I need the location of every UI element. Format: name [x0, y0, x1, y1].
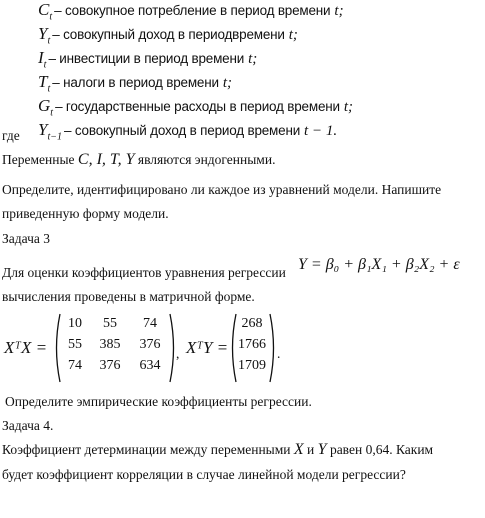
endogenous-vars: C, I, T, Y [77, 151, 135, 168]
time-var: t; [334, 3, 344, 19]
matrix-cell: 10 [68, 316, 82, 331]
task2-question-line: приведенную форму модели. [2, 206, 169, 221]
task4-text: Коэффициент детерминации между переменными [2, 442, 291, 457]
symbol: I [38, 48, 44, 67]
definition-text: – совокупное потребление в период времени [54, 3, 331, 18]
time-var: t; [343, 99, 354, 115]
time-var: t; [248, 51, 258, 67]
time-var: t; [222, 75, 232, 91]
xtx-matrix [60, 316, 170, 374]
task4-text: равен 0,64. Каким [329, 442, 434, 457]
definition-text: – налоги в период времени [52, 75, 219, 90]
endogenous-prefix: Переменные [2, 152, 75, 167]
vector-cell: 268 [241, 316, 263, 331]
symbol: Y [38, 120, 48, 139]
endogenous-suffix: являются эндогенными. [137, 152, 276, 167]
definition-row [38, 24, 298, 46]
task3-title: Задача 3 [2, 231, 50, 246]
xtx-label: XᵀX = [4, 338, 48, 357]
symbol: C [38, 0, 50, 19]
where-word: где [2, 128, 20, 143]
variable-x: X [293, 441, 304, 458]
variable-y: Y [317, 441, 327, 458]
definition-text: – совокупный доход в периодвремени [52, 27, 285, 42]
matrix-cell: 74 [68, 358, 82, 373]
regression-equation: Y = β₀ + β₁X₁ + β₂X₂ + ε [298, 256, 460, 273]
time-var: t; [288, 27, 298, 43]
vector-cell: 1709 [238, 358, 266, 373]
task3-question: Определите эмпирические коэффициенты регрессии. [5, 394, 312, 409]
matrix-cell: 55 [68, 337, 82, 352]
subscript: t [49, 11, 53, 23]
subscript: t [43, 59, 47, 71]
task3-intro2: вычисления проведены в матричной форме. [2, 289, 255, 304]
definition-text: – государственные расходы в период времени [55, 99, 340, 114]
matrix-cell: 74 [143, 316, 157, 331]
end-dot: . [277, 346, 281, 361]
task4-line2: будет коэффициент корреляции в случае линейной модели регрессии? [2, 467, 406, 482]
subscript: t−1 [47, 131, 62, 143]
and-word: и [307, 442, 315, 457]
matrix-cell: 55 [103, 316, 117, 331]
time-var: t − 1. [304, 123, 338, 139]
matrix-cell: 376 [139, 337, 161, 352]
matrix-cell: 376 [99, 358, 121, 373]
definition-row [38, 120, 337, 142]
task3-intro: Для оценки коэффициентов уравнения регрессии [2, 265, 286, 280]
task2-question-line: Определите, идентифицировано ли каждое из уравнений модели. Напишите [2, 182, 442, 197]
vector-cell: 1766 [238, 337, 266, 352]
symbol: T [38, 72, 48, 91]
task4-line1 [2, 441, 433, 459]
matrix-cell: 634 [139, 358, 161, 373]
definition-row [38, 72, 232, 94]
symbol: Y [38, 24, 48, 43]
endogenous-line [2, 151, 275, 169]
matrix-separator: , [176, 346, 180, 361]
definition-row [38, 96, 353, 118]
definition-row [38, 0, 344, 22]
task4-title: Задача 4. [2, 418, 54, 433]
xty-vector [234, 316, 270, 374]
symbol: G [38, 96, 51, 115]
xty-label: XᵀY = [186, 338, 229, 357]
matrix-cell: 385 [99, 337, 121, 352]
definition-row [38, 48, 257, 70]
definition-text: – инвестиции в период времени [48, 51, 245, 66]
definition-text: – совокупный доход в период времени [64, 123, 301, 138]
subscript: t [47, 35, 51, 47]
subscript: t [50, 107, 54, 119]
subscript: t [47, 83, 51, 95]
